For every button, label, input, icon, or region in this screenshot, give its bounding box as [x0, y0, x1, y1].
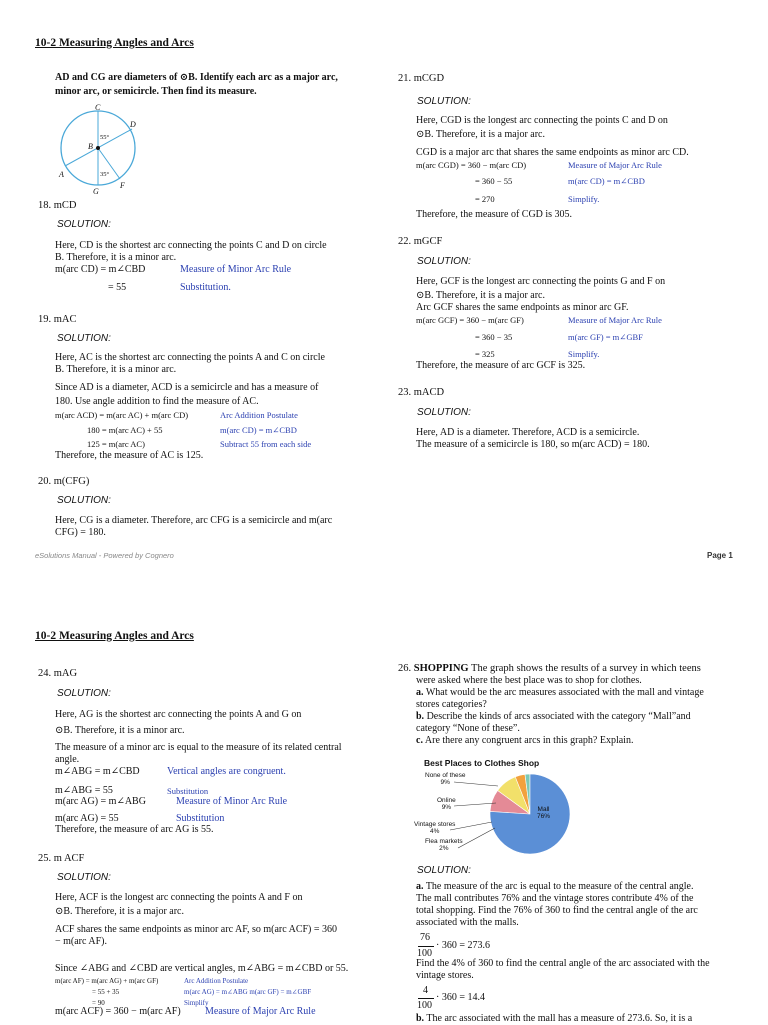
q22-eq1: m(arc GCF) = 360 − m(arc GF)	[416, 315, 524, 325]
q25-number: 25. m ACF	[38, 853, 85, 864]
q18-number: 18. mCD	[38, 200, 77, 211]
q26-frac2-bar	[418, 998, 434, 999]
q25-eq3-reason: Simplify	[184, 999, 209, 1007]
q25-eq2: = 55 + 35	[92, 988, 120, 996]
q26-part-a-2: stores categories?	[416, 699, 487, 710]
q22-conclusion: Therefore, the measure of arc GCF is 325.	[416, 360, 586, 371]
q19-eq3-reason: Subtract 55 from each side	[220, 439, 312, 449]
q25-eq1-reason: Arc Addition Postulate	[184, 977, 249, 985]
q24-eq3: m(arc AG) = m∠ABG	[55, 796, 146, 807]
q26-number: 26. SHOPPING The graph shows the results of a survey in which teens	[398, 663, 701, 674]
q21-line1: Here, CGD is the longest arc connecting the points C and D on	[416, 115, 668, 126]
pie-leader-line-2	[454, 803, 496, 806]
q21-conclusion: Therefore, the measure of CGD is 305.	[416, 209, 573, 220]
q26-part-a: a. What would be the arc measures associated with the mall and vintage	[416, 687, 704, 698]
q18-eq2-reason: Substitution.	[180, 282, 231, 293]
q24-eq3-reason: Measure of Minor Arc Rule	[176, 796, 288, 807]
q24-eq4: m(arc AG) = 55	[55, 813, 119, 824]
page-header: 10-2 Measuring Angles and Arcs	[35, 630, 194, 642]
pie-label-mall: Mall 76%	[537, 806, 551, 820]
q21-eq1-reason: Measure of Major Arc Rule	[568, 160, 662, 170]
q24-line3: The measure of a minor arc is equal to the measure of its related central	[55, 742, 342, 753]
pie-label-vintage: Vintage stores 4%	[414, 821, 456, 835]
q22-line2: ⊙B. Therefore, it is a major arc.	[416, 290, 545, 301]
angle-35: 35°	[100, 171, 110, 178]
q20-line1: Here, CG is a diameter. Therefore, arc CFG is a semicircle and m(arc	[55, 515, 333, 526]
q21-eq1: m(arc CGD) = 360 − m(arc CD)	[416, 160, 527, 170]
q25-line4: − m(arc AF).	[55, 936, 108, 947]
q25-solution-label: SOLUTION:	[57, 872, 111, 883]
q25-eq4: m(arc ACF) = 360 − m(arc AF)	[55, 1006, 181, 1017]
pie-leader-line-3	[450, 822, 492, 830]
q19-eq3: 125 = m(arc AC)	[87, 439, 145, 449]
q26-s2: The mall contributes 76% and the vintage stores contribute 4% of the	[416, 893, 694, 904]
q21-line2: ⊙B. Therefore, it is a major arc.	[416, 129, 545, 140]
q18-line1: Here, CD is the shortest arc connecting the points C and D on circle	[55, 240, 327, 251]
q22-eq1-reason: Measure of Major Arc Rule	[568, 315, 662, 325]
intro-line-2: minor arc, or semicircle. Then find its measure.	[55, 86, 257, 97]
page-header: 10-2 Measuring Angles and Arcs	[35, 37, 194, 49]
label-d: D	[130, 120, 136, 129]
q23-number: 23. mACD	[398, 387, 445, 398]
q24-conclusion: Therefore, the measure of arc AG is 55.	[55, 824, 214, 835]
q26-s4: associated with the malls.	[416, 917, 519, 928]
q26-frac1-bar	[418, 946, 434, 947]
q26-frac2-rest: · 360 = 14.4	[436, 992, 485, 1003]
q24-line4: angle.	[55, 754, 80, 765]
q19-number: 19. mAC	[38, 314, 77, 325]
q22-line1: Here, GCF is the longest arc connecting the points G and F on	[416, 276, 666, 287]
q24-line1: Here, AG is the shortest arc connecting the points A and G on	[55, 709, 302, 720]
q18-eq1-reason: Measure of Minor Arc Rule	[180, 264, 292, 275]
q26-part-b-2: category “None of these”.	[416, 723, 520, 734]
q19-eq2-reason: m(arc CD) = m∠CBD	[220, 425, 297, 435]
label-f: F	[120, 181, 125, 190]
q24-eq2-reason: Substitution	[167, 786, 209, 796]
q21-eq2: = 360 − 55	[475, 176, 513, 186]
q21-number: 21. mCGD	[398, 73, 445, 84]
q26-s5: Find the 4% of 360 to find the central angle of the arc associated with the	[416, 958, 710, 969]
q19-eq2: 180 = m(arc AC) + 55	[87, 425, 163, 435]
q24-solution-label: SOLUTION:	[57, 688, 111, 699]
q22-eq3: = 325	[475, 349, 495, 359]
q18-eq2: = 55	[108, 282, 127, 293]
q25-eq2-reason: m(arc AG) = m∠ABG m(arc GF) = m∠GBF	[184, 988, 312, 996]
q24-number: 24. mAG	[38, 668, 78, 679]
page-number: Page 1	[707, 551, 733, 560]
q18-solution-label: SOLUTION:	[57, 219, 111, 230]
q20-solution-label: SOLUTION:	[57, 495, 111, 506]
q18-line2: B. Therefore, it is a minor arc.	[55, 252, 177, 263]
q19-eq1-reason: Arc Addition Postulate	[220, 410, 298, 420]
q24-eq2: m∠ABG = 55	[55, 785, 113, 796]
label-c: C	[95, 103, 101, 112]
q21-solution-label: SOLUTION:	[417, 96, 471, 107]
q22-solution-label: SOLUTION:	[417, 256, 471, 267]
q26-frac1-den: 100	[417, 948, 432, 959]
q20-number: 20. m(CFG)	[38, 476, 90, 487]
label-b: B	[88, 142, 93, 151]
q24-eq1: m∠ABG = m∠CBD	[55, 766, 140, 777]
intro-line-1: AD and CG are diameters of ⊙B. Identify each arc as a major arc,	[55, 72, 338, 83]
pie-label-flea: Flea markets 2%	[425, 838, 463, 852]
q23-line2: The measure of a semicircle is 180, so m(arc ACD) = 180.	[416, 439, 650, 450]
q25-eq4-reason: Measure of Major Arc Rule	[205, 1006, 316, 1017]
q25-eq3: = 90	[92, 999, 105, 1007]
pie-label-online: Online 9%	[437, 797, 456, 811]
q21-line3: CGD is a major arc that shares the same endpoints as minor arc CD.	[416, 147, 689, 158]
page-2	[0, 600, 768, 1024]
q26-part-c: c. Are there any congruent arcs in this graph? Explain.	[416, 735, 634, 746]
q26-s6: vintage stores.	[416, 970, 474, 981]
angle-55: 55°	[100, 134, 110, 141]
pie-leader-line-4	[458, 828, 495, 848]
q25-line2: ⊙B. Therefore, it is a major arc.	[55, 906, 184, 917]
q23-line1: Here, AD is a diameter. Therefore, ACD is a semicircle.	[416, 427, 640, 438]
q19-conclusion: Therefore, the measure of AC is 125.	[55, 450, 204, 461]
q21-eq3-reason: Simplify.	[568, 194, 600, 204]
q24-line2: ⊙B. Therefore, it is a minor arc.	[55, 725, 185, 736]
q26-s7: b. The arc associated with the mall has a measure of 273.6. So, it is a	[416, 1013, 693, 1024]
q19-line2: B. Therefore, it is a minor arc.	[55, 364, 177, 375]
q22-eq2: = 360 − 35	[475, 332, 513, 342]
label-a: A	[59, 170, 64, 179]
page-footer: eSolutions Manual - Powered by Cognero	[35, 551, 174, 560]
q26-title: SHOPPING	[413, 663, 469, 674]
q25-line5: Since ∠ABG and ∠CBD are vertical angles, m∠ABG = m∠CBD or 55.	[55, 963, 349, 974]
page-separator	[0, 574, 768, 600]
q23-solution-label: SOLUTION:	[417, 407, 471, 418]
q24-eq4-reason: Substitution	[176, 813, 225, 824]
q26-s3: total shopping. Find the 76% of 360 to find the central angle of the arc	[416, 905, 698, 916]
q26-part-b: b. Describe the kinds of arcs associated with the category “Mall”and	[416, 711, 691, 722]
q20-line2: CFG) = 180.	[55, 527, 106, 538]
q25-line1: Here, ACF is the longest arc connecting the points A and F on	[55, 892, 303, 903]
q26-frac2-den: 100	[417, 1000, 432, 1011]
q26-frac1-num: 76	[420, 932, 430, 943]
q19-line1: Here, AC is the shortest arc connecting the points A and C on circle	[55, 352, 325, 363]
q22-eq2-reason: m(arc GF) = m∠GBF	[568, 332, 643, 342]
q19-line3: Since AD is a diameter, ACD is a semicircle and has a measure of	[55, 382, 319, 393]
q18-eq1: m(arc CD) = m∠CBD	[55, 264, 146, 275]
q26-s1: a. The measure of the arc is equal to the measure of the central angle.	[416, 881, 694, 892]
pie-label-none: None of these 9%	[425, 772, 466, 786]
q22-number: 22. mGCF	[398, 236, 443, 247]
chart-title: Best Places to Clothes Shop	[424, 758, 540, 768]
q25-line3: ACF shares the same endpoints as minor arc AF, so m(arc ACF) = 360	[55, 924, 338, 935]
q26-line1: The graph shows the results of a survey in which teens	[471, 663, 701, 674]
q26-frac1-rest: · 360 = 273.6	[436, 940, 490, 951]
q21-eq2-reason: m(arc CD) = m∠CBD	[568, 176, 645, 186]
q19-line4: 180. Use angle addition to find the measure of AC.	[55, 396, 259, 407]
q25-eq1: m(arc AF) = m(arc AG) + m(arc GF)	[55, 977, 159, 985]
q26-frac2-num: 4	[423, 985, 428, 996]
q26-solution-label: SOLUTION:	[417, 865, 471, 876]
q24-eq1-reason: Vertical angles are congruent.	[167, 766, 286, 777]
q19-eq1: m(arc ACD) = m(arc AC) + m(arc CD)	[55, 410, 189, 420]
q19-solution-label: SOLUTION:	[57, 333, 111, 344]
q26-line2: were asked where the best place was to shop for clothes.	[416, 675, 642, 686]
q22-eq3-reason: Simplify.	[568, 349, 600, 359]
q21-eq3: = 270	[475, 194, 495, 204]
q22-line3: Arc GCF shares the same endpoints as minor arc GF.	[416, 302, 629, 313]
label-g: G	[93, 187, 99, 196]
